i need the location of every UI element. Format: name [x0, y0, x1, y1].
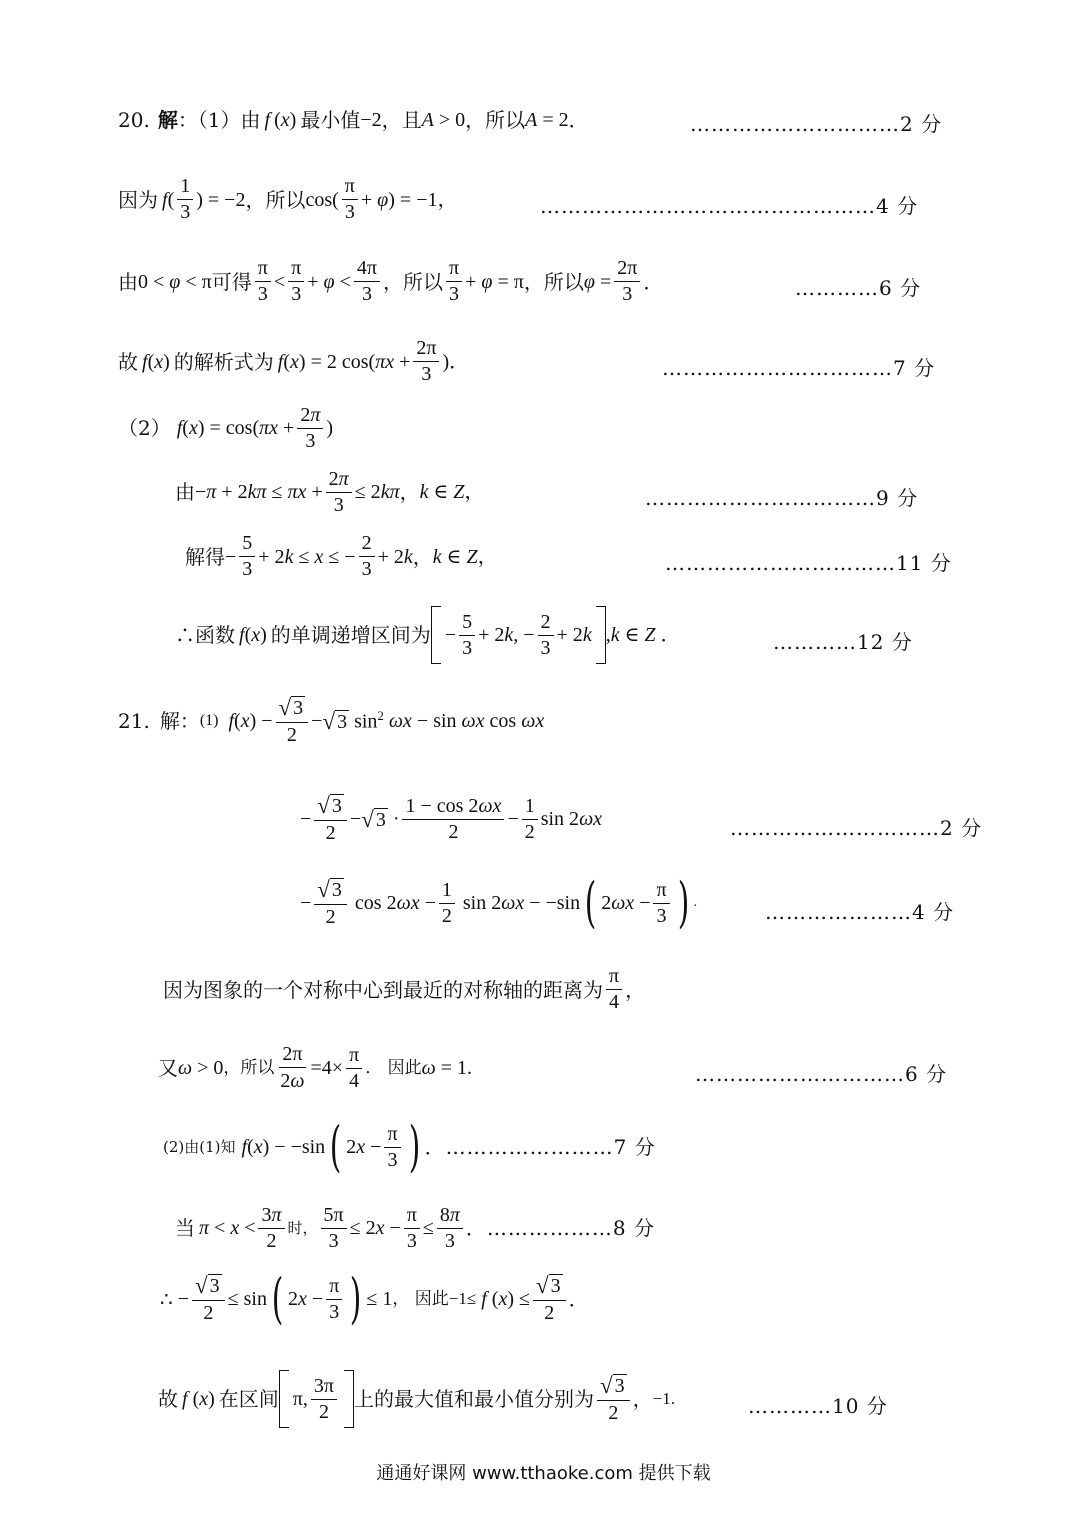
q20-jie: 解 [157, 108, 178, 132]
q20-score-6: …………6 分 [795, 276, 922, 300]
q20-line3: 由 0 < φ < π 可得 $\frac{\pi}{3}$ < $\frac{\pi}{3}$ + φ < $\frac{4\pi}{3}$ ，所以 $\frac{\pi}{3}$ + φ = π ，所以 φ = $\frac{2\pi}{3}$ ． [118, 257, 664, 305]
q21-line6: (2)由(1)知 f ( x ) − −sin ( 2 x − $\frac{\pi}{3}$ ) ．……………………7 分 [163, 1115, 656, 1178]
q21-score-10: …………10 分 [748, 1394, 888, 1418]
q20-score-4: …………………………………………4 分 [540, 194, 919, 218]
q20-line7: 解得 − $\frac{5}{3}$ + 2 k ≤ x ≤ − $\frac{2}{3}$ + 2 k ， k ∈ Z ， [185, 532, 498, 580]
q20-number: 20. [118, 108, 150, 132]
q21-line3: − √ 3 2 cos 2 ωx − $\frac{1}{2}$ sin 2 ωx − −sin ( 2 ωx − $\frac{\pi}{3}$ ) . [300, 871, 698, 934]
q21-score-7: ．……………………7 分 [424, 1135, 656, 1159]
q20-score-12: …………12 分 [773, 630, 913, 654]
q21-line9: 故 f ( x ) 在区间 π, $\frac{3\pi}{2}$ 上的最大值和最小值分别为 √ 3 2 ， −1. [158, 1370, 675, 1428]
q20-line2: 因为 f ( $\frac{1}{3}$ ) = −2 ，所以 cos( $\frac{\pi}{3}$ + φ ) = −1， [118, 175, 458, 223]
q20-score-2: …………………………2 分 [690, 112, 943, 136]
q21-line4: 因为图象的一个对称中心到最近的对称轴的距离为 $\frac{\pi}{4}$ ， [163, 965, 646, 1013]
q20-score-7: ……………………………7 分 [662, 356, 936, 380]
q20-line6: 由 − π + 2 kπ ≤ πx + $\frac{2\pi}{3}$ ≤ 2 kπ ， k ∈ Z ， [175, 468, 485, 516]
q21-line8: ∴ − √ 3 2 ≤ sin ( 2 x − $\frac{\pi}{3}$ ) ≤ 1 ， 因此 −1≤ f ( x ) ≤ √ 3 2 ． [160, 1267, 589, 1330]
q21-line1: 21. 解： (1) f ( x ) − √ 3 2 − √ 3 $\sin^2$ ωx − sin ωx cos ωx [118, 695, 545, 746]
q21-line5: 又 ω > 0 ，所以 $\frac{2\pi}{2\omega}$ =4× $\frac{\pi}{4}$ ． 因此 ω = 1. [158, 1043, 473, 1092]
q20-score-11: ……………………………11 分 [665, 551, 952, 575]
q21-line7: 当 π < x < $\frac{3\pi}{2}$ 时， $\frac{5\pi}{3}$ ≤ 2 x − $\frac{\pi}{3}$ ≤ $\frac{8\pi}{3}$ ．………………8 分 [175, 1203, 656, 1252]
q21-number: 21. [118, 709, 150, 733]
q21-score-4: …………………4 分 [765, 900, 955, 924]
q21-jie: 解： [159, 709, 200, 733]
q20-score-9: ……………………………9 分 [645, 486, 919, 510]
q20-line5: （2） f ( x ) = cos( πx + $\frac{2\pi}{3}$ ) [118, 404, 334, 452]
q20-line8: ∴函数 f ( x ) 的单调递增区间为 − $\frac{5}{3}$ + 2 k , − $\frac{2}{3}$ + 2 k , k ∈ Z ． [175, 606, 681, 664]
q21-score-2: …………………………2 分 [730, 816, 983, 840]
q21-score-6: …………………………6 分 [695, 1062, 948, 1086]
q20-line4: 故 f ( x ) 的解析式为 f ( x ) = 2 cos( πx + $\frac{2\pi}{3}$ )． [118, 337, 470, 385]
q21-score-8: ．………………8 分 [465, 1216, 656, 1240]
page-footer: 通通好课网 www.tthaoke.com 提供下载 [376, 1463, 711, 1484]
q20-line1: 20. 解 ：（1）由 f ( x ) 最小值 −2 ，且 A > 0 ，所以 A = 2 ． [118, 108, 589, 132]
q21-line2: − √ 3 2 − √ 3 · $\frac{1 - \cos 2\omega x}{2}$ − $\frac{1}{2}$ sin 2 ωx [300, 793, 603, 844]
